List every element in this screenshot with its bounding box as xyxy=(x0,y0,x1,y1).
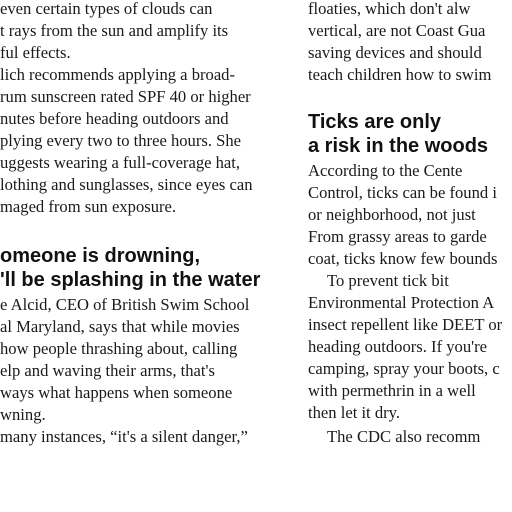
body-line: with permethrin in a well xyxy=(308,381,476,400)
body-line: uggests wearing a full-coverage hat, xyxy=(0,153,241,172)
section-heading: 'll be splashing in the water xyxy=(0,269,261,291)
section-heading: omeone is drowning, xyxy=(0,245,201,267)
body-line: many instances, “it's a silent danger,” xyxy=(0,427,248,446)
body-line: then let it dry. xyxy=(308,403,401,422)
body-line: lich recommends applying a broad- xyxy=(0,65,236,84)
body-line: From grassy areas to garde xyxy=(308,227,487,246)
body-line: or neighborhood, not just xyxy=(308,205,476,224)
body-line: coat, ticks know few bounds xyxy=(308,249,498,268)
body-line: even certain types of clouds can xyxy=(0,0,213,18)
body-line: teach children how to swim xyxy=(308,65,492,84)
body-line: ways what happens when someone xyxy=(0,383,233,402)
body-line: The CDC also recomm xyxy=(327,427,481,446)
body-line: floaties, which don't alw xyxy=(308,0,471,18)
body-line: insect repellent like DEET or xyxy=(308,315,503,334)
body-line: e Alcid, CEO of British Swim School xyxy=(0,295,250,314)
body-line: To prevent tick bit xyxy=(327,271,449,290)
body-line: elp and waving their arms, that's xyxy=(0,361,215,380)
body-line: According to the Cente xyxy=(308,161,463,180)
body-line: Environmental Protection A xyxy=(308,293,495,312)
body-line: al Maryland, says that while movies xyxy=(0,317,240,336)
body-line: Control, ticks can be found i xyxy=(308,183,497,202)
body-line: t rays from the sun and amplify its xyxy=(0,21,229,40)
body-line: maged from sun exposure. xyxy=(0,197,177,216)
body-line: nutes before heading outdoors and xyxy=(0,109,229,128)
body-line: ful effects. xyxy=(0,43,71,62)
body-line: camping, spray your boots, c xyxy=(308,359,500,378)
body-line: wning. xyxy=(0,405,46,424)
body-line: saving devices and should xyxy=(308,43,482,62)
section-heading: Ticks are only xyxy=(308,111,442,133)
body-line: plying every two to three hours. She xyxy=(0,131,242,150)
body-line: rum sunscreen rated SPF 40 or higher xyxy=(0,87,251,106)
section-heading: a risk in the woods xyxy=(308,135,489,157)
body-line: lothing and sunglasses, since eyes can xyxy=(0,175,253,194)
body-line: heading outdoors. If you're xyxy=(308,337,488,356)
body-line: how people thrashing about, calling xyxy=(0,339,238,358)
body-line: vertical, are not Coast Gua xyxy=(308,21,486,40)
